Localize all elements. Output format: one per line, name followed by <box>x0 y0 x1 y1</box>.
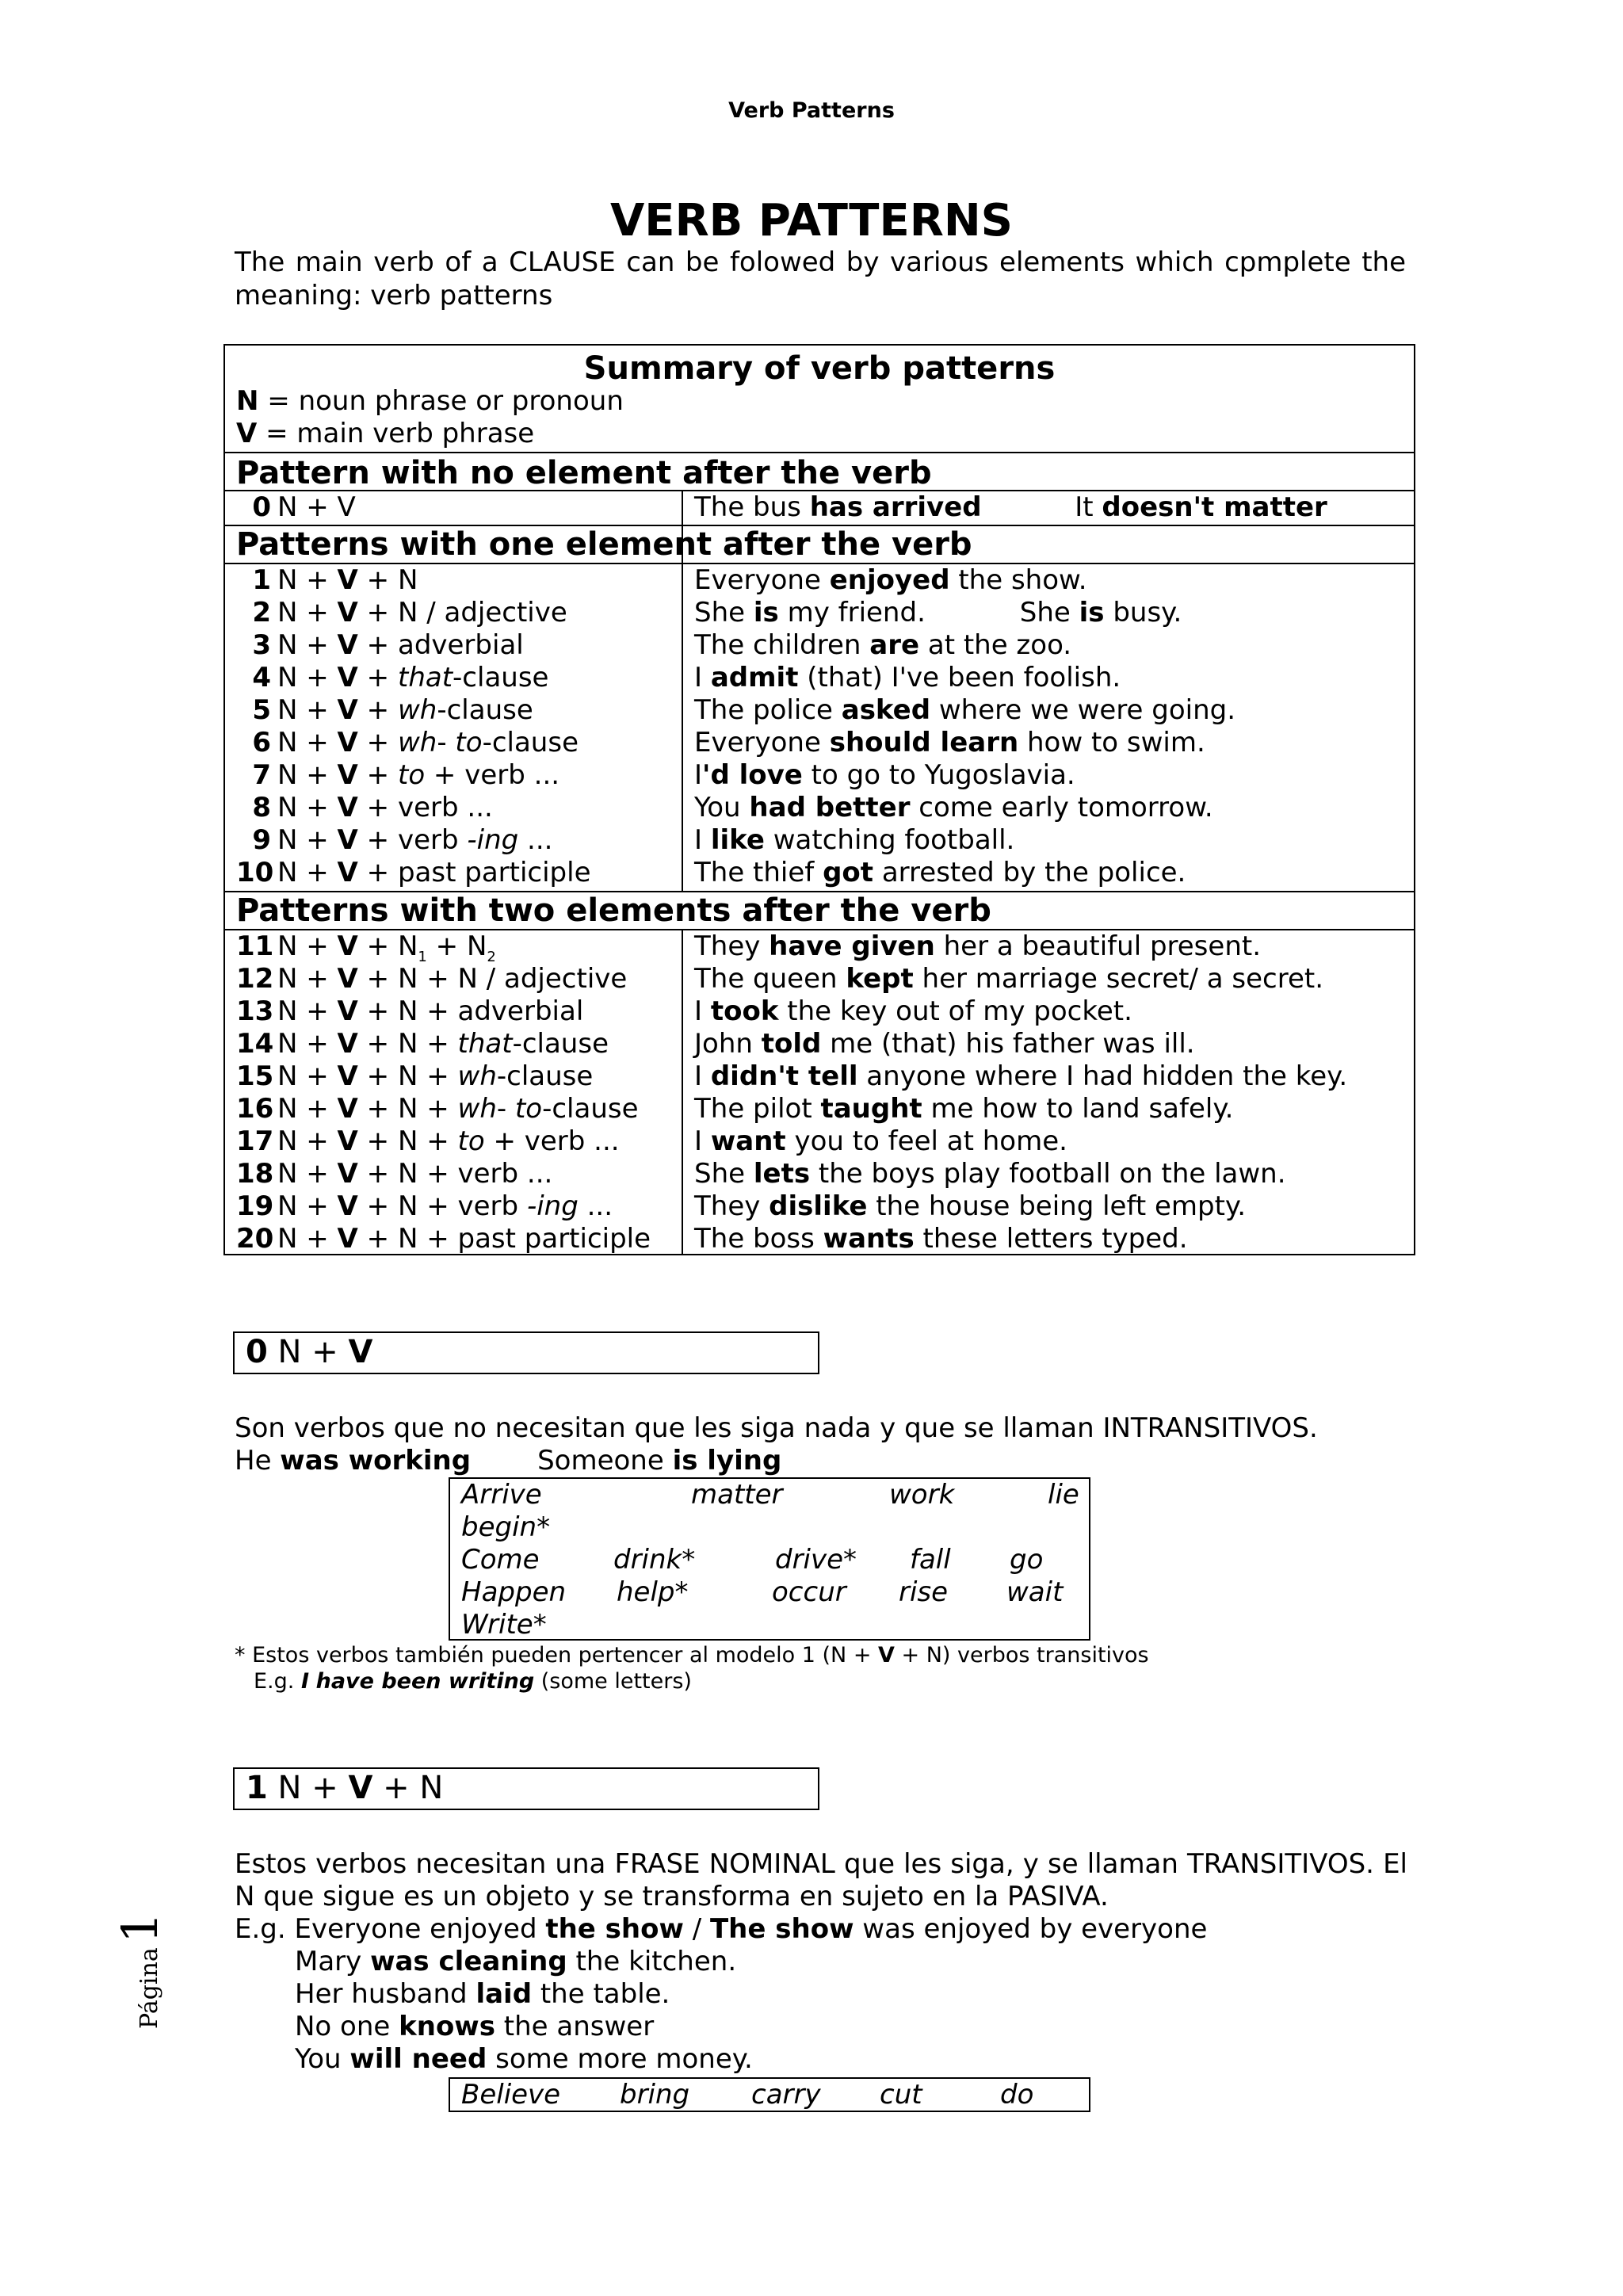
pattern-example: I like watching football. <box>694 824 1015 856</box>
verb: Believe <box>461 2079 561 2111</box>
verb: do <box>1000 2079 1034 2111</box>
pattern-formula: 18 N + V + N + verb ... <box>236 1158 553 1190</box>
pattern-1-description: Estos verbos necesitan una FRASE NOMINAL que les siga, y se llaman TRANSITIVOS. El N que sigue es un objeto y se transforma en sujeto en la PASIVA. <box>235 1848 1407 1912</box>
example-sentence: You will need some more money. <box>295 2043 753 2075</box>
patterns-one-formulas <box>236 564 591 889</box>
summary-table <box>223 344 1415 1255</box>
example-sentence: Mary was cleaning the kitchen. <box>295 1946 737 1977</box>
pattern-formula: 6 N + V + wh- to-clause <box>252 727 579 758</box>
pattern-formula: 8 N + V + verb ... <box>252 792 493 823</box>
example-sentence: No one knows the answer <box>295 2011 655 2042</box>
definition-v: V = main verb phrase <box>236 418 535 449</box>
pattern-example: She is my friend. She is busy. <box>694 597 1182 628</box>
pattern-example: I want you to feel at home. <box>694 1125 1067 1157</box>
pattern-formula: 13 N + V + N + adverbial <box>236 995 584 1027</box>
pattern-formula: 11 $N + V + N_1 + N_2$ <box>236 930 496 965</box>
pattern-example: I'd love to go to Yugoslavia. <box>694 759 1075 791</box>
section-heading-one: Patterns with one element after the verb <box>236 526 972 563</box>
patterns-one-examples <box>694 564 1235 889</box>
verb-row: Write* <box>461 1609 547 1641</box>
pattern-formula: 7 N + V + to + verb ... <box>252 759 560 791</box>
pattern-example: She lets the boys play football on the lawn. <box>694 1158 1286 1190</box>
pattern-0-example: The bus has arrived It doesn't matter <box>694 491 1327 523</box>
pattern-formula: 4 N + V + that-clause <box>252 662 549 693</box>
pattern-example: They have given her a beautiful present. <box>694 930 1261 962</box>
pattern-1-header: 1 N + V + N <box>233 1767 819 1810</box>
pattern-example: I didn't tell anyone where I had hidden the key. <box>694 1060 1348 1092</box>
pattern-example: The police asked where we were going. <box>694 694 1236 726</box>
section-heading-zero: Pattern with no element after the verb <box>236 455 932 491</box>
pattern-formula: 3 N + V + adverbial <box>252 629 524 661</box>
transitive-verbs-box <box>449 2077 1090 2112</box>
pattern-example: I admit (that) I've been foolish. <box>694 662 1121 693</box>
pattern-example: I took the key out of my pocket. <box>694 995 1132 1027</box>
patterns-two-examples <box>694 930 1347 1255</box>
example-sentence: E.g. Everyone enjoyed the show / The show was enjoyed by everyone <box>235 1913 1208 1945</box>
pattern-formula: 1 N + V + N <box>252 564 418 596</box>
pattern-example: The pilot taught me how to land safely. <box>694 1093 1234 1125</box>
verb-row: begin* <box>461 1511 551 1543</box>
verb: cut <box>880 2079 922 2111</box>
pattern-0-description: Son verbos que no necesitan que les siga nada y que se llaman INTRANSITIVOS. <box>235 1412 1318 1444</box>
verb-row: Happen help* occur rise wait <box>461 1576 1064 1608</box>
pattern-example: You had better come early tomorrow. <box>694 792 1213 823</box>
pattern-example: The boss wants these letters typed. <box>694 1223 1188 1255</box>
running-header: Verb Patterns <box>728 98 895 123</box>
verb: carry <box>751 2079 821 2111</box>
verb-row: Arrive matter work lie <box>461 1479 1079 1511</box>
definition-n: N = noun phrase or pronoun <box>236 385 624 417</box>
page-title: VERB PATTERNS <box>609 195 1014 246</box>
pattern-1-examples <box>235 1913 1407 2076</box>
summary-title: Summary of verb patterns <box>583 350 1056 387</box>
pattern-0-examples: He was working Someone is lying <box>235 1445 782 1477</box>
pattern-example: John told me (that) his father was ill. <box>694 1028 1195 1060</box>
pattern-example: The queen kept her marriage secret/ a secret. <box>694 963 1324 995</box>
divider <box>225 452 1414 453</box>
patterns-two-formulas <box>236 930 651 1255</box>
pattern-0-header: 0 N + V <box>233 1331 819 1374</box>
pattern-formula: 19 N + V + N + verb -ing ... <box>236 1190 613 1222</box>
intro-paragraph: The main verb of a CLAUSE can be folowed by various elements which cpmplete the meaning: verb patterns <box>235 246 1406 311</box>
pattern-formula: 12 N + V + N + N / adjective <box>236 963 628 995</box>
pattern-example: Everyone enjoyed the show. <box>694 564 1087 596</box>
pattern-formula: 16 N + V + N + wh- to-clause <box>236 1093 639 1125</box>
page-number: Página 1 <box>111 1912 169 2029</box>
pattern-formula: 2 N + V + N / adjective <box>252 597 567 628</box>
pattern-example: The children are at the zoo. <box>694 629 1072 661</box>
verb: bring <box>620 2079 690 2111</box>
pattern-formula: 20 N + V + N + past participle <box>236 1223 651 1255</box>
pattern-example: The thief got arrested by the police. <box>694 857 1186 888</box>
column-divider <box>682 490 683 891</box>
pattern-0-formula: 0 N + V <box>252 491 356 523</box>
pattern-formula: 9 N + V + verb -ing ... <box>252 824 553 856</box>
pattern-example: Everyone should learn how to swim. <box>694 727 1205 758</box>
pattern-example: They dislike the house being left empty. <box>694 1190 1247 1222</box>
column-divider <box>682 929 683 1255</box>
verb-row: Come drink* drive* fall go <box>461 1544 1044 1576</box>
pattern-formula: 14 N + V + N + that-clause <box>236 1028 609 1060</box>
summary-definitions <box>236 385 624 450</box>
intransitive-verbs-box <box>449 1477 1090 1641</box>
footnote: * Estos verbos también pueden pertencer al modelo 1 (N + V + N) verbos transitivos E.g. I have been writing (some letters) <box>235 1643 1149 1694</box>
pattern-formula: 5 N + V + wh-clause <box>252 694 533 726</box>
example-sentence: Her husband laid the table. <box>295 1978 670 2010</box>
section-heading-two: Patterns with two elements after the verb <box>236 892 991 929</box>
pattern-formula: 10 N + V + past participle <box>236 857 591 888</box>
pattern-formula: 17 N + V + N + to + verb ... <box>236 1125 620 1157</box>
pattern-formula: 15 N + V + N + wh-clause <box>236 1060 594 1092</box>
